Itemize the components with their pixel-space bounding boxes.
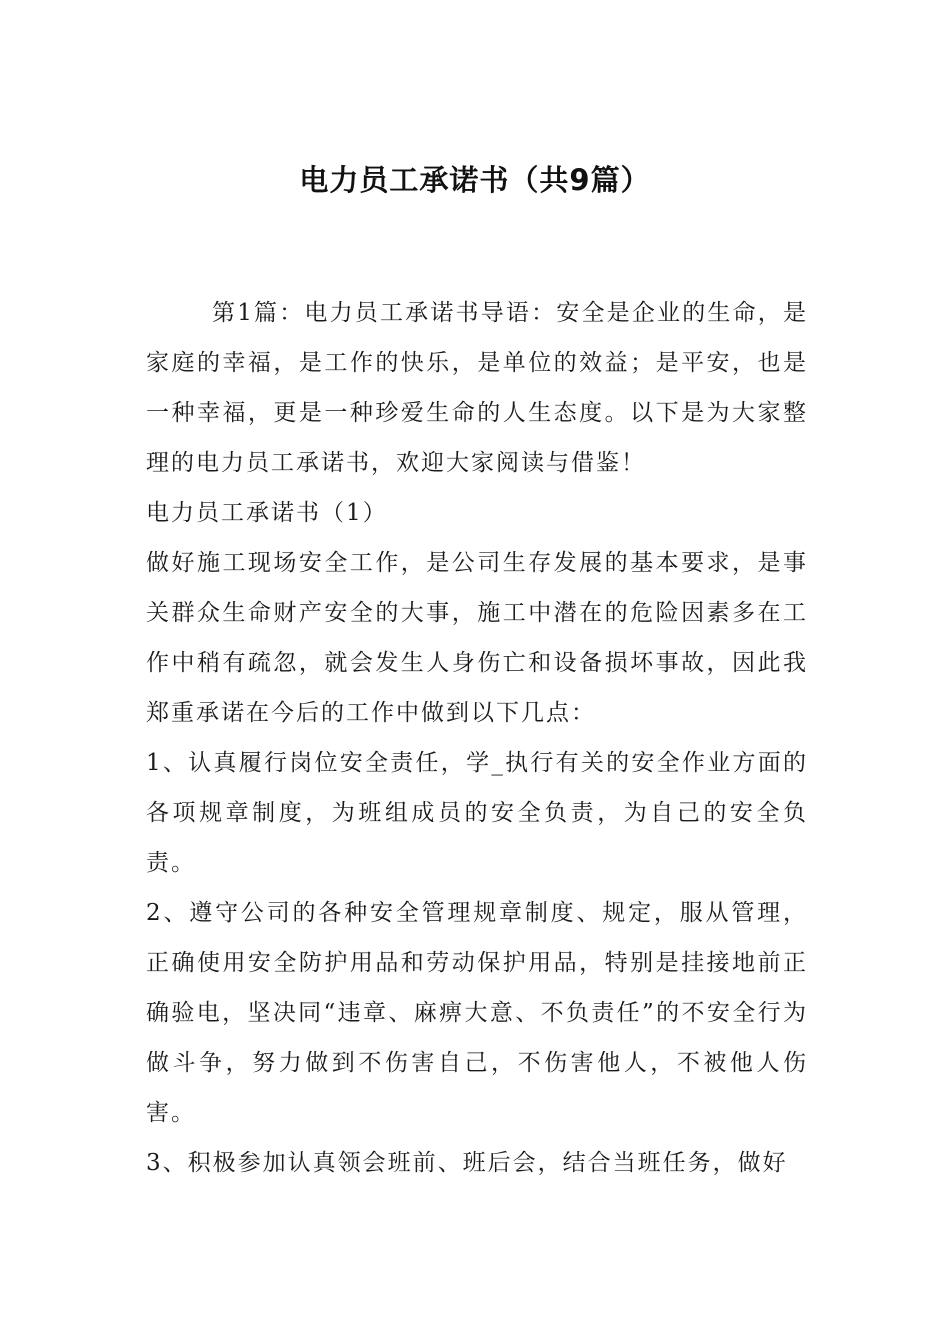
section-heading: 电力员工承诺书（1） <box>146 500 388 526</box>
intro-paragraph: 第1篇：电力员工承诺书导语：安全是企业的生命，是家庭的幸福，是工作的快乐，是单位的效益；是平安，也是一种幸福，更是一种珍爱生命的人生态度。以下是为大家整理的电力员工承诺书，欢迎大家阅读与借鉴！ <box>146 300 808 476</box>
list-item-3: 3、积极参加认真领会班前、班后会，结合当班任务，做好 <box>146 1150 788 1176</box>
list-item-2: 2、遵守公司的各种安全管理规章制度、规定，服从管理，正确使用安全防护用品和劳动保护用品，特别是挂接地前正确验电，坚决同“违章、麻痹大意、不负责任”的不安全行为做斗争，努力做到不伤害自己，不伤害他人，不被他人伤害。 <box>146 900 808 1126</box>
body-paragraph: 做好施工现场安全工作，是公司生存发展的基本要求，是事关群众生命财产安全的大事，施工中潜在的危险因素多在工作中稍有疏忽，就会发生人身伤亡和设备损坏事故，因此我郑重承诺在今后的工作中做到以下几点： <box>146 550 808 726</box>
document-title: 电力员工承诺书（共9篇） <box>299 163 651 197</box>
document-body <box>146 288 808 1188</box>
list-item-1: 1、认真履行岗位安全责任，学_执行有关的安全作业方面的各项规章制度，为班组成员的安全负责，为自己的安全负责。 <box>146 750 808 876</box>
